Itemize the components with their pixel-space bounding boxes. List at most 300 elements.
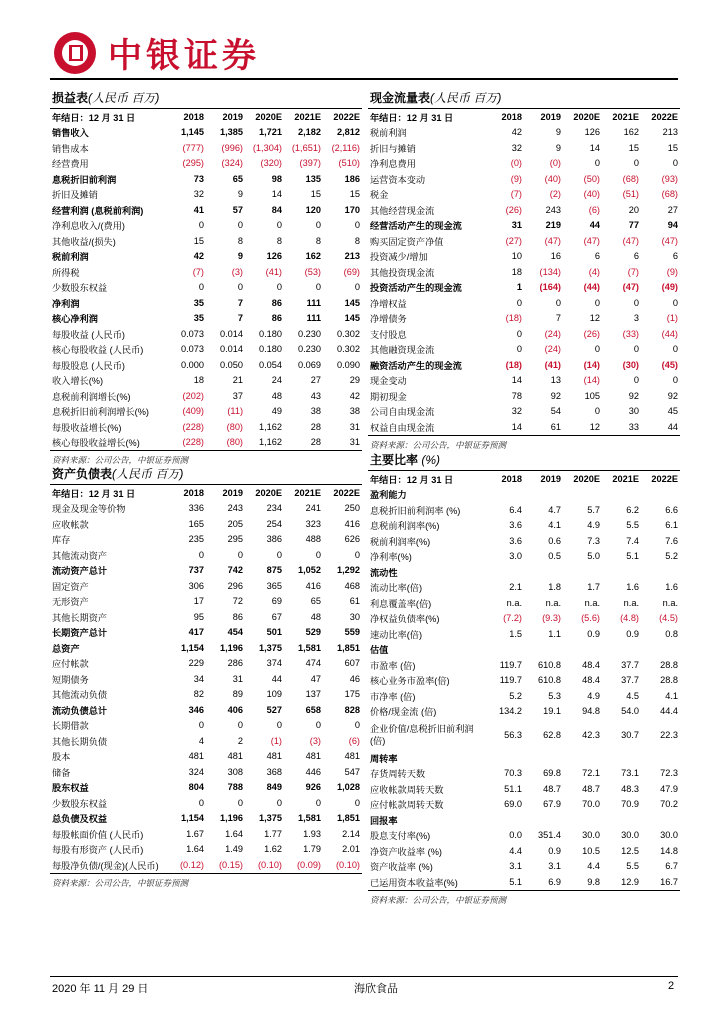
value-cell: 30.7 bbox=[621, 729, 639, 740]
value-cell: 105 bbox=[584, 390, 600, 401]
header-rule bbox=[50, 78, 678, 80]
value-cell: 34 bbox=[193, 673, 204, 684]
table-row bbox=[368, 264, 680, 280]
value-cell bbox=[524, 812, 563, 828]
value-cell: (996) bbox=[221, 142, 243, 153]
value-cell: 0 bbox=[315, 720, 321, 731]
row-label: 核心每股收益增长(%) bbox=[50, 435, 167, 451]
value-cell: 2,182 bbox=[298, 127, 321, 138]
table-row bbox=[50, 187, 362, 203]
value-cell: 3.1 bbox=[509, 861, 522, 872]
table-row bbox=[368, 502, 680, 518]
value-cell: 0 bbox=[594, 406, 600, 417]
value-cell bbox=[485, 487, 524, 503]
value-cell bbox=[641, 812, 680, 828]
value-cell bbox=[641, 564, 680, 580]
table-row bbox=[368, 233, 680, 249]
row-label: 所得税 bbox=[52, 267, 80, 278]
value-cell: 0 bbox=[354, 549, 360, 560]
row-label: 净增权益 bbox=[370, 298, 407, 309]
value-cell bbox=[485, 642, 524, 658]
value-cell: (44) bbox=[661, 328, 678, 339]
value-cell: 8 bbox=[237, 235, 243, 246]
column-header-year: 2021E bbox=[294, 111, 321, 122]
table-row bbox=[50, 702, 362, 718]
value-cell: 48.7 bbox=[582, 783, 600, 794]
value-cell: 501 bbox=[266, 627, 282, 638]
table-row bbox=[368, 611, 680, 627]
value-cell: 41 bbox=[193, 204, 204, 215]
column-header-year: 2020E bbox=[255, 487, 282, 498]
value-cell: (51) bbox=[622, 189, 639, 200]
value-cell: (27) bbox=[505, 235, 522, 246]
value-cell: 0.069 bbox=[298, 359, 321, 370]
value-cell: 28 bbox=[310, 421, 321, 432]
value-cell: 1,145 bbox=[181, 127, 204, 138]
value-cell: 14 bbox=[511, 375, 522, 386]
balance-sheet-panel bbox=[50, 466, 362, 892]
table-row bbox=[368, 311, 680, 327]
row-label: 净资产收益率 (%) bbox=[370, 846, 442, 857]
value-cell: (24) bbox=[544, 328, 561, 339]
row-label: 价格/现金流 (倍) bbox=[370, 707, 437, 718]
row-label: 总资产 bbox=[52, 643, 80, 654]
value-cell bbox=[602, 487, 641, 503]
value-cell: 27 bbox=[310, 375, 321, 386]
value-cell: 48.4 bbox=[582, 659, 600, 670]
value-cell: 7.6 bbox=[665, 535, 678, 546]
value-cell: 0 bbox=[516, 297, 522, 308]
table-row bbox=[50, 501, 362, 517]
value-cell: 35 bbox=[193, 297, 204, 308]
value-cell: 162 bbox=[305, 251, 321, 262]
table-row bbox=[368, 657, 680, 673]
column-header-year: 2020E bbox=[255, 111, 282, 122]
table-row bbox=[50, 419, 362, 435]
table-row bbox=[50, 563, 362, 579]
value-cell: 5.5 bbox=[626, 861, 639, 872]
income-source-note: 资料来源：公司公告，中银证券预测 bbox=[52, 455, 189, 465]
value-cell: (0.15) bbox=[206, 857, 245, 873]
value-cell: 54.0 bbox=[621, 706, 639, 717]
value-cell: 3 bbox=[633, 313, 639, 324]
value-cell: 0.6 bbox=[548, 535, 561, 546]
value-cell: 48 bbox=[310, 611, 321, 622]
value-cell: n.a. bbox=[623, 597, 639, 608]
value-cell: 28.8 bbox=[660, 659, 678, 670]
value-cell: (0.10) bbox=[245, 857, 284, 873]
value-cell: 119.7 bbox=[499, 675, 522, 686]
value-cell bbox=[641, 642, 680, 658]
table-row bbox=[50, 264, 362, 280]
balance-sheet-title: 资产负债表(人民币 百万) bbox=[50, 466, 362, 485]
value-cell: 0.302 bbox=[337, 328, 360, 339]
table-row bbox=[368, 357, 680, 373]
value-cell: 73 bbox=[193, 173, 204, 184]
value-cell: 10.5 bbox=[582, 845, 600, 856]
value-cell: 1,581 bbox=[298, 642, 321, 653]
value-cell: (3) bbox=[231, 266, 243, 277]
value-cell: 1,162 bbox=[259, 421, 282, 432]
value-cell: 1.62 bbox=[264, 844, 282, 855]
row-label: 息税前利润增长(%) bbox=[52, 391, 131, 402]
page-number: 2 bbox=[668, 980, 675, 992]
table-row bbox=[368, 595, 680, 611]
value-cell: n.a. bbox=[584, 597, 600, 608]
value-cell: 72.3 bbox=[660, 768, 678, 779]
table-row bbox=[368, 140, 680, 156]
value-cell: 18 bbox=[193, 375, 204, 386]
value-cell: 0 bbox=[315, 797, 321, 808]
value-cell: 0 bbox=[594, 158, 600, 169]
value-cell: (47) bbox=[622, 235, 639, 246]
value-cell: 737 bbox=[188, 565, 204, 576]
value-cell bbox=[602, 812, 641, 828]
value-cell: 73.1 bbox=[621, 768, 639, 779]
income-statement-panel bbox=[50, 90, 362, 469]
value-cell: 4.9 bbox=[587, 690, 600, 701]
value-cell: 56.3 bbox=[504, 729, 522, 740]
value-cell: 610.8 bbox=[538, 659, 561, 670]
value-cell: 241 bbox=[305, 503, 321, 514]
table-row bbox=[368, 797, 680, 813]
value-cell: 65 bbox=[310, 596, 321, 607]
value-cell: (6) bbox=[588, 204, 600, 215]
report-date: 2020 年 11 月 29 日 bbox=[52, 983, 149, 995]
row-label: 税前利润 bbox=[52, 252, 89, 263]
value-cell: (18) bbox=[505, 359, 522, 370]
row-label: 其他投资现金流 bbox=[370, 267, 435, 278]
value-cell: (0.10) bbox=[323, 857, 362, 873]
table-row bbox=[50, 826, 362, 842]
value-cell: 308 bbox=[227, 766, 243, 777]
balance-source-note: 资料来源：公司公告，中银证券预测 bbox=[52, 877, 189, 888]
table-row bbox=[50, 547, 362, 563]
table-row bbox=[368, 719, 680, 750]
key-ratios-panel bbox=[368, 452, 680, 909]
value-cell: 10 bbox=[511, 251, 522, 262]
value-cell: 0 bbox=[276, 282, 282, 293]
table-row bbox=[50, 171, 362, 187]
value-cell: 481 bbox=[266, 751, 282, 762]
value-cell: 62.8 bbox=[543, 729, 561, 740]
section-header-row bbox=[368, 812, 680, 828]
value-cell: (0) bbox=[549, 158, 561, 169]
value-cell: 31 bbox=[232, 673, 243, 684]
value-cell: 788 bbox=[227, 782, 243, 793]
row-label: 每股股息 (人民币) bbox=[52, 360, 125, 371]
value-cell: (93) bbox=[661, 173, 678, 184]
value-cell: 1,196 bbox=[220, 813, 243, 824]
row-label: 净权益负债率(%) bbox=[370, 614, 440, 625]
value-cell: 1,375 bbox=[259, 813, 282, 824]
value-cell: 406 bbox=[227, 704, 243, 715]
value-cell: 8 bbox=[315, 235, 321, 246]
value-cell bbox=[524, 750, 563, 766]
value-cell: 1.8 bbox=[548, 582, 561, 593]
row-label: 折旧及摊销 bbox=[52, 190, 98, 201]
value-cell: 1.7 bbox=[587, 582, 600, 593]
value-cell bbox=[641, 750, 680, 766]
value-cell: 37 bbox=[232, 390, 243, 401]
value-cell: (30) bbox=[622, 359, 639, 370]
value-cell: 12.5 bbox=[621, 845, 639, 856]
value-cell: 6 bbox=[633, 251, 639, 262]
value-cell: 44 bbox=[271, 673, 282, 684]
value-cell: 30 bbox=[349, 611, 360, 622]
table-row bbox=[368, 187, 680, 203]
value-cell: 1.64 bbox=[186, 844, 204, 855]
value-cell: 5.3 bbox=[548, 690, 561, 701]
value-cell: 9.8 bbox=[563, 874, 602, 890]
column-header-label: 年结日：12 月 31 日 bbox=[52, 488, 136, 499]
value-cell: (510) bbox=[338, 158, 360, 169]
table-row bbox=[50, 594, 362, 610]
row-label: 经营费用 bbox=[52, 159, 89, 170]
value-cell: 42 bbox=[193, 251, 204, 262]
value-cell: 92 bbox=[667, 390, 678, 401]
value-cell: 137 bbox=[305, 689, 321, 700]
value-cell bbox=[563, 812, 602, 828]
value-cell: 0 bbox=[198, 720, 204, 731]
value-cell: 0 bbox=[555, 297, 561, 308]
value-cell: 0.230 bbox=[298, 344, 321, 355]
value-cell: (0.09) bbox=[284, 857, 323, 873]
table-header-row bbox=[368, 109, 680, 125]
row-label: 每股收益增长(%) bbox=[52, 422, 122, 433]
value-cell: (409) bbox=[182, 406, 204, 417]
value-cell: 626 bbox=[344, 534, 360, 545]
value-cell: 16.7 bbox=[641, 874, 680, 890]
row-label: 其他流动负债 bbox=[52, 690, 108, 701]
value-cell: 0.014 bbox=[220, 344, 243, 355]
income-statement-table bbox=[50, 109, 362, 451]
value-cell: 0.302 bbox=[337, 344, 360, 355]
value-cell: 30.0 bbox=[660, 830, 678, 841]
value-cell: 1.6 bbox=[626, 582, 639, 593]
value-cell: 1,028 bbox=[337, 782, 360, 793]
value-cell: 67.9 bbox=[543, 799, 561, 810]
row-label: 其他长期资产 bbox=[52, 612, 108, 623]
value-cell: 98 bbox=[271, 173, 282, 184]
row-label: 长期资产总计 bbox=[52, 628, 108, 639]
value-cell: n.a. bbox=[506, 597, 522, 608]
value-cell: 126 bbox=[266, 251, 282, 262]
value-cell: 48.3 bbox=[621, 783, 639, 794]
table-row bbox=[50, 578, 362, 594]
value-cell: (0) bbox=[510, 158, 522, 169]
value-cell: (40) bbox=[583, 189, 600, 200]
column-header-year: 2022E bbox=[651, 473, 678, 484]
value-cell: (320) bbox=[260, 158, 282, 169]
row-label: 企业价值/息税折旧前利润(倍) bbox=[370, 723, 474, 746]
value-cell: 4.4 bbox=[587, 861, 600, 872]
value-cell: 45 bbox=[667, 406, 678, 417]
value-cell: 0 bbox=[198, 549, 204, 560]
table-row bbox=[368, 202, 680, 218]
value-cell: 111 bbox=[306, 313, 321, 324]
value-cell: 0 bbox=[315, 549, 321, 560]
value-cell: 0.9 bbox=[587, 628, 600, 639]
value-cell: 607 bbox=[344, 658, 360, 669]
value-cell: 296 bbox=[227, 580, 243, 591]
row-label: 应收帐款周转天数 bbox=[370, 784, 444, 795]
value-cell: (3) bbox=[309, 735, 321, 746]
value-cell: 0 bbox=[633, 344, 639, 355]
value-cell: 0 bbox=[237, 720, 243, 731]
column-header-year: 2018 bbox=[183, 111, 204, 122]
value-cell: 77 bbox=[628, 220, 639, 231]
value-cell: 135 bbox=[305, 173, 321, 184]
value-cell: 65 bbox=[232, 173, 243, 184]
value-cell bbox=[563, 642, 602, 658]
value-cell: 42 bbox=[511, 127, 522, 138]
value-cell: (41) bbox=[544, 359, 561, 370]
value-cell: 7 bbox=[555, 313, 561, 324]
table-row bbox=[50, 532, 362, 548]
row-label: 息税折旧前利润率 (%) bbox=[370, 505, 461, 516]
value-cell: 69.0 bbox=[504, 799, 522, 810]
row-label: 核心业务市盈率(倍) bbox=[370, 676, 450, 687]
value-cell: 61 bbox=[349, 596, 360, 607]
value-cell: 9 bbox=[555, 142, 561, 153]
value-cell: 42.3 bbox=[582, 729, 600, 740]
value-cell: 0 bbox=[633, 158, 639, 169]
value-cell: 9 bbox=[237, 251, 243, 262]
value-cell: 82 bbox=[193, 689, 204, 700]
value-cell: 8 bbox=[276, 235, 282, 246]
value-cell: 6.1 bbox=[665, 520, 678, 531]
value-cell: (6) bbox=[348, 735, 360, 746]
value-cell: 4.1 bbox=[548, 520, 561, 531]
value-cell: 346 bbox=[188, 704, 204, 715]
row-label: 收入增长(%) bbox=[52, 376, 104, 387]
row-label: 应付帐款 bbox=[52, 659, 89, 670]
section-header-row bbox=[368, 564, 680, 580]
section-header-row bbox=[368, 487, 680, 503]
value-cell: 78 bbox=[511, 390, 522, 401]
value-cell: 1,375 bbox=[259, 642, 282, 653]
value-cell: n.a. bbox=[545, 597, 561, 608]
value-cell: 7 bbox=[237, 297, 243, 308]
value-cell: 61 bbox=[524, 419, 563, 435]
column-header-label: 年结日：12 月 31 日 bbox=[370, 474, 454, 485]
logo-text: 中银证券 bbox=[108, 36, 260, 76]
value-cell: 84 bbox=[271, 204, 282, 215]
value-cell: 828 bbox=[344, 704, 360, 715]
column-header-year: 2022E bbox=[333, 487, 360, 498]
value-cell: 1.79 bbox=[303, 844, 321, 855]
table-row bbox=[50, 516, 362, 532]
table-row bbox=[368, 549, 680, 565]
row-label: 税前利润率(%) bbox=[370, 536, 431, 547]
value-cell: 0 bbox=[315, 282, 321, 293]
row-label: 市盈率 (倍) bbox=[370, 660, 416, 671]
value-cell: 38 bbox=[310, 406, 321, 417]
table-row bbox=[368, 404, 680, 420]
row-label: 盈利能力 bbox=[370, 490, 407, 501]
row-label: 税前利润 bbox=[370, 128, 407, 139]
value-cell: 5.2 bbox=[509, 690, 522, 701]
value-cell: 94 bbox=[667, 220, 678, 231]
table-row bbox=[50, 811, 362, 827]
value-cell: (228) bbox=[167, 435, 206, 451]
value-cell: 14 bbox=[271, 189, 282, 200]
value-cell: 30.0 bbox=[582, 830, 600, 841]
value-cell: 67 bbox=[271, 611, 282, 622]
row-label: 少数股东权益 bbox=[52, 798, 108, 809]
column-header-year: 2019 bbox=[540, 473, 561, 484]
table-header-row bbox=[368, 471, 680, 487]
ratios-source-note: 资料来源：公司公告，中银证券预测 bbox=[370, 894, 507, 905]
value-cell: (228) bbox=[182, 421, 204, 432]
value-cell: 481 bbox=[227, 751, 243, 762]
value-cell: 70.3 bbox=[504, 768, 522, 779]
value-cell: 15 bbox=[349, 189, 360, 200]
row-label: 投资活动产生的现金流 bbox=[370, 283, 462, 294]
value-cell: 46 bbox=[349, 673, 360, 684]
value-cell: 38 bbox=[349, 406, 360, 417]
value-cell: (295) bbox=[182, 158, 204, 169]
value-cell: 0.000 bbox=[181, 359, 204, 370]
row-label: 应付帐款周转天数 bbox=[370, 800, 444, 811]
value-cell: (47) bbox=[661, 235, 678, 246]
value-cell: 1,292 bbox=[337, 565, 360, 576]
value-cell: 286 bbox=[227, 658, 243, 669]
column-header-year: 2020E bbox=[573, 473, 600, 484]
value-cell: 4 bbox=[198, 735, 204, 746]
table-row bbox=[368, 249, 680, 265]
value-cell: 0.073 bbox=[181, 328, 204, 339]
value-cell: 92 bbox=[628, 390, 639, 401]
value-cell: (9.3) bbox=[542, 613, 561, 624]
value-cell: (11) bbox=[227, 406, 243, 417]
value-cell: (80) bbox=[206, 435, 245, 451]
table-row bbox=[368, 419, 680, 435]
row-label: 折旧与摊销 bbox=[370, 143, 416, 154]
value-cell: 3.6 bbox=[509, 520, 522, 531]
company-name: 海欣食品 bbox=[354, 983, 398, 995]
value-cell: 488 bbox=[305, 534, 321, 545]
value-cell: 0 bbox=[276, 549, 282, 560]
value-cell: 1,154 bbox=[181, 642, 204, 653]
value-cell: 1,154 bbox=[181, 813, 204, 824]
value-cell: 15 bbox=[310, 189, 321, 200]
row-label: 周转率 bbox=[370, 753, 398, 764]
value-cell: 119.7 bbox=[499, 659, 522, 670]
value-cell: 5.1 bbox=[626, 551, 639, 562]
value-cell: 86 bbox=[271, 313, 282, 324]
value-cell: (26) bbox=[583, 328, 600, 339]
table-row bbox=[368, 874, 680, 890]
row-label: 净利息收入/(费用) bbox=[52, 221, 125, 232]
table-row bbox=[368, 828, 680, 844]
row-label: 净利息费用 bbox=[370, 159, 416, 170]
value-cell: 32 bbox=[511, 406, 522, 417]
table-row bbox=[50, 780, 362, 796]
value-cell: 0 bbox=[276, 797, 282, 808]
value-cell: 527 bbox=[266, 704, 282, 715]
value-cell: 336 bbox=[188, 503, 204, 514]
value-cell: 37.7 bbox=[621, 675, 639, 686]
value-cell: (7) bbox=[510, 189, 522, 200]
value-cell: 32 bbox=[193, 189, 204, 200]
value-cell: 2 bbox=[237, 735, 243, 746]
value-cell bbox=[563, 564, 602, 580]
table-row bbox=[368, 388, 680, 404]
value-cell: 0 bbox=[672, 375, 678, 386]
value-cell: (80) bbox=[226, 421, 243, 432]
